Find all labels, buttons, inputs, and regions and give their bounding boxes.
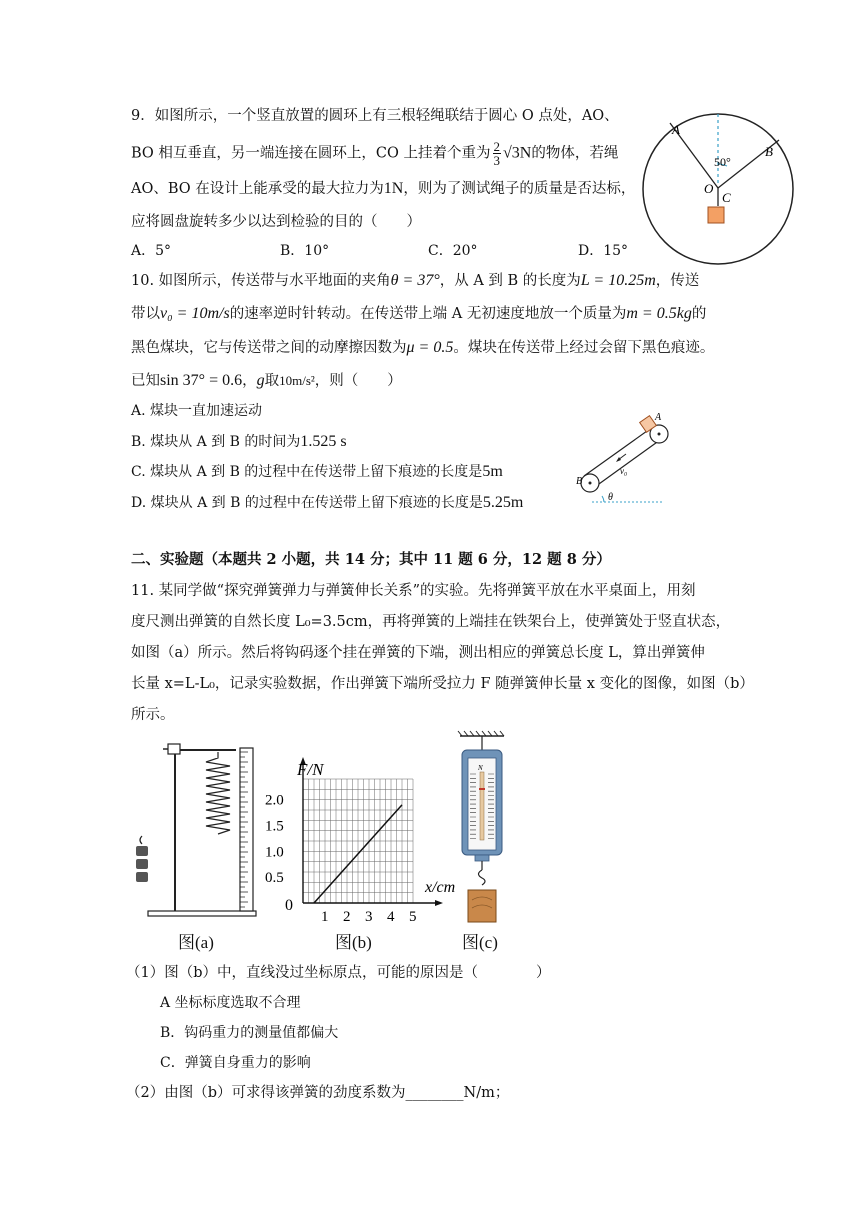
q10-line4: 已知sin 37° = 0.6，g取10m/s²，则（ ） bbox=[131, 372, 402, 389]
chart-y-axis-label: F/N bbox=[297, 760, 324, 779]
scale-pointer bbox=[479, 788, 485, 790]
q10-label-v0: v₀ bbox=[620, 466, 628, 476]
q11-sub1-option-a: A 坐标标度选取不合理 bbox=[160, 995, 301, 1011]
q10-option-b: B. 煤块从 A 到 B 的时间为1.525 s bbox=[131, 433, 347, 450]
q9-option-c: C．20° bbox=[428, 243, 478, 259]
q10-option-c: C. 煤块从 A 到 B 的过程中在传送带上留下痕迹的长度是5m bbox=[131, 463, 503, 480]
x-tick-label: 5 bbox=[409, 909, 417, 925]
wooden-block bbox=[468, 890, 496, 922]
scale-hook bbox=[479, 870, 486, 885]
q10-g: g bbox=[256, 372, 265, 389]
q9-label-c: C bbox=[722, 190, 731, 205]
q10-mass: m = 0.5kg bbox=[626, 305, 692, 322]
y-tick-label: 2.0 bbox=[265, 792, 284, 809]
q11-sub2: （2）由图（b）可求得该弹簧的劲度系数为________N/m； bbox=[126, 1085, 510, 1101]
q11-sub1-option-b: B．钩码重力的测量值都偏大 bbox=[160, 1025, 339, 1041]
scale-spring-slot bbox=[480, 772, 484, 840]
y-tick-label: 1.0 bbox=[265, 844, 284, 861]
q10-length: L = 10.25m bbox=[580, 272, 656, 289]
hook-weight-1 bbox=[136, 846, 148, 856]
q9-option-d: D．15° bbox=[578, 243, 629, 259]
q9-weight: √3N bbox=[503, 144, 532, 162]
q9-label-o: O bbox=[704, 181, 714, 196]
q9-weight-box bbox=[708, 207, 724, 223]
q10-speed: v₀ = 10m/s bbox=[160, 305, 230, 322]
x-tick-label: 3 bbox=[365, 909, 373, 925]
q11-line5: 所示。 bbox=[131, 707, 175, 723]
q9-line1: 9．如图所示，一个竖直放置的圆环上有三根轻绳联结于圆心 O 点处，AO、 bbox=[131, 108, 619, 124]
q11-figure-c bbox=[452, 730, 512, 925]
q9-line3: AO、BO 在设计上能承受的最大拉力为1N，则为了测试绳子的质量是否达标， bbox=[131, 180, 636, 197]
q10-label-b: B bbox=[576, 476, 583, 487]
q9-line2c: 的物体，若绳 bbox=[531, 145, 619, 162]
q11-line4: 长量 x=L-L₀，记录实验数据，作出弹簧下端所受拉力 F 随弹簧伸长量 x 变化的图像，如图（b） bbox=[131, 676, 754, 692]
q10-belt-upper bbox=[584, 426, 654, 476]
q11-figure-a bbox=[128, 738, 268, 923]
q10-belt-lower bbox=[592, 440, 660, 489]
q10-option-d: D. 煤块从 A 到 B 的过程中在传送带上留下痕迹的长度是5.25m bbox=[131, 494, 524, 511]
q9-circle-figure bbox=[640, 104, 810, 274]
hook-weight-2 bbox=[136, 859, 148, 869]
q9-label-a: A bbox=[672, 122, 680, 137]
q11-figure-c-label: 图(c) bbox=[462, 933, 498, 952]
q10-label-a: A bbox=[655, 412, 662, 423]
q10-line2: 带以v₀ = 10m/s的速率逆时针转动。在传送带上端 A 无初速度地放一个质量为m = 0.5kg的 bbox=[131, 305, 707, 322]
q10-g-value: 10m/s² bbox=[279, 373, 315, 388]
q11-line1: 11. 某同学做“探究弹簧弹力与弹簧伸长关系”的实验。先将弹簧平放在水平桌面上，用刻 bbox=[131, 583, 696, 599]
x-tick-label: 4 bbox=[387, 909, 395, 925]
q11-line3: 如图（a）所示。然后将钩码逐个挂在弹簧的下端，测出相应的弹簧总长度 L，算出弹簧伸 bbox=[131, 645, 705, 661]
q9-fraction: $\frac{2}{3}$ bbox=[493, 139, 501, 168]
q10-line1: 10. 如图所示，传送带与水平地面的夹角θ = 37°，从 A 到 B 的长度为L = 10.25m，传送 bbox=[131, 272, 700, 289]
q11-line2: 度尺测出弹簧的自然长度 L₀=3.5cm，再将弹簧的上端挂在铁架台上，使弹簧处于竖直状态， bbox=[131, 614, 731, 630]
q9-option-b: B．10° bbox=[280, 243, 330, 259]
q11-figure-b-chart bbox=[265, 755, 465, 925]
q9-angle-label: 50° bbox=[714, 155, 731, 169]
x-tick-label: 2 bbox=[343, 909, 351, 925]
q9-line4: 应将圆盘旋转多少以达到检验的目的（ ） bbox=[131, 214, 421, 230]
hook-weight-3 bbox=[136, 872, 148, 882]
chart-grid bbox=[303, 779, 413, 903]
q9-line2a: BO 相互垂直，另一端连接在圆环上，CO 上挂着个重为 bbox=[131, 145, 491, 162]
q11-figure-b-label: 图(b) bbox=[335, 933, 372, 952]
y-tick-label: 0.5 bbox=[265, 870, 284, 887]
spring bbox=[206, 752, 230, 834]
q10-option-a: A. 煤块一直加速运动 bbox=[131, 403, 263, 419]
scale-unit-label: N bbox=[478, 764, 483, 772]
q10-theta: θ = 37° bbox=[390, 272, 440, 289]
q10-conveyor-figure bbox=[570, 410, 690, 506]
x-tick-label: 1 bbox=[321, 909, 329, 925]
q11-sub1: （1）图（b）中，直线没过坐标原点，可能的原因是（ ） bbox=[126, 965, 551, 981]
ruler bbox=[240, 748, 253, 911]
q10-sin: sin 37° = 0.6 bbox=[160, 372, 243, 389]
q10-label-theta: θ bbox=[608, 492, 613, 503]
q9-max-force: 1N bbox=[383, 180, 404, 197]
chart-x-axis-label: x/cm bbox=[425, 879, 456, 896]
q11-sub1-option-c: C．弹簧自身重力的影响 bbox=[160, 1055, 311, 1071]
q10-mu: μ = 0.5 bbox=[406, 339, 454, 356]
q9-option-a: A．5° bbox=[131, 243, 172, 259]
q9-line2 bbox=[131, 140, 618, 167]
q10-line3: 黑色煤块，它与传送带之间的动摩擦因数为μ = 0.5。煤块在传送带上经过会留下黑色痕迹。 bbox=[131, 339, 715, 356]
stand-base bbox=[148, 911, 256, 916]
y-tick-label: 1.5 bbox=[265, 818, 284, 835]
q9-label-b: B bbox=[765, 144, 773, 159]
chart-origin-label: 0 bbox=[285, 897, 293, 914]
section2-heading: 二、实验题（本题共 2 小题，共 14 分；其中 11 题 6 分，12 题 8 分） bbox=[131, 551, 611, 568]
q11-figure-a-label: 图(a) bbox=[178, 933, 214, 952]
x-axis-arrow bbox=[435, 900, 443, 906]
